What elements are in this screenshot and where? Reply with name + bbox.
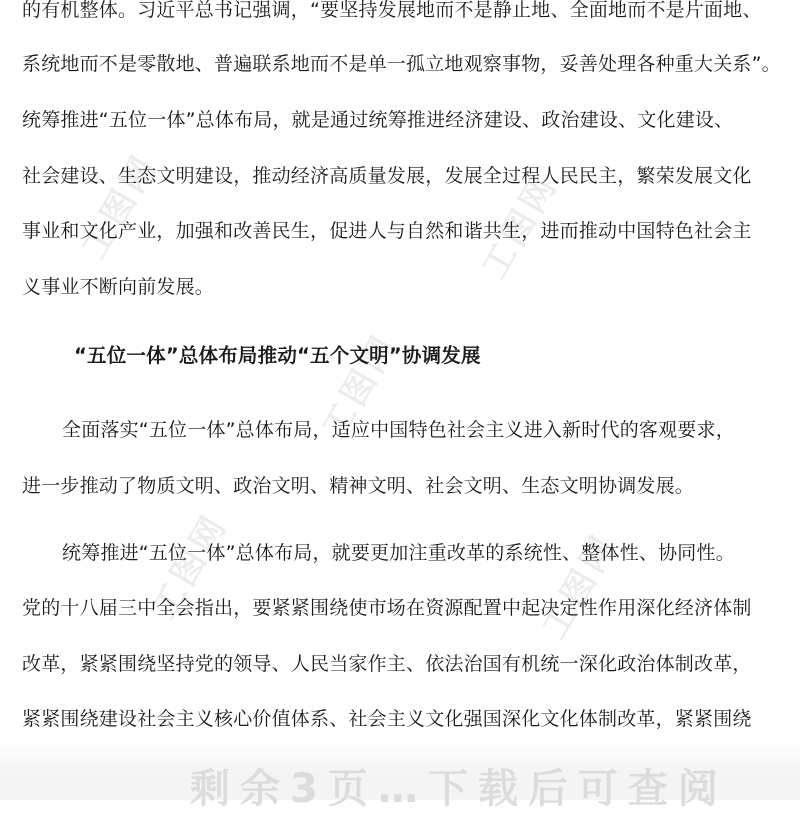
paragraph-line: 党的十八届三中全会指出，要紧紧围绕使市场在资源配置中起决定性作用深化经济体制 — [22, 597, 752, 619]
watermark: 工图网 — [314, 326, 406, 446]
paragraph-line: 统筹推进“五位一体”总体布局，就是通过统筹推进经济建设、政治建设、文化建设、 — [22, 109, 734, 131]
paragraph-line: 社会建设、生态文明建设，推动经济高质量发展，发展全过程人民民主，繁荣发展文化 — [22, 165, 752, 187]
watermark: 工图网 — [534, 526, 626, 646]
download-banner-text: 剩余3页…下载后可查阅 — [190, 766, 728, 812]
section-heading: “五位一体”总体布局推动“五个文明”协调发展 — [74, 344, 481, 367]
paragraph-line: 系统地而不是零散地、普遍联系地而不是单一孤立地观察事物，妥善处理各种重大关系”。 — [22, 53, 781, 75]
watermark: 工图网 — [474, 166, 566, 286]
paragraph-line: 事业和文化产业，加强和改善民生，促进人与自然和谐共生，进而推动中国特色社会主 — [22, 220, 752, 242]
watermark: 工图网 — [144, 506, 236, 626]
paragraph-line: 全面落实“五位一体”总体布局，适应中国特色社会主义进入新时代的客观要求， — [62, 419, 735, 441]
paragraph-line: 的有机整体。习近平总书记强调，“要坚持发展地而不是静止地、全面地而不是片面地、 — [22, 0, 762, 21]
paragraph-line: 义事业不断向前发展。 — [22, 276, 215, 298]
paragraph-line: 紧紧围绕建设社会主义核心价值体系、社会主义文化强国深化文化体制改革，紧紧围绕 — [22, 708, 752, 730]
preview-fade-overlay — [0, 740, 800, 812]
paragraph-line: 统筹推进“五位一体”总体布局，就要更加注重改革的系统性、整体性、协同性。 — [62, 542, 735, 564]
paragraph-line: 进一步推动了物质文明、政治文明、精神文明、社会文明、生态文明协调发展。 — [22, 475, 695, 497]
paragraph-line: 改革，紧紧围绕坚持党的领导、人民当家作主、依法治国有机统一深化政治体制改革， — [22, 653, 752, 675]
watermark: 工图网 — [74, 146, 166, 266]
